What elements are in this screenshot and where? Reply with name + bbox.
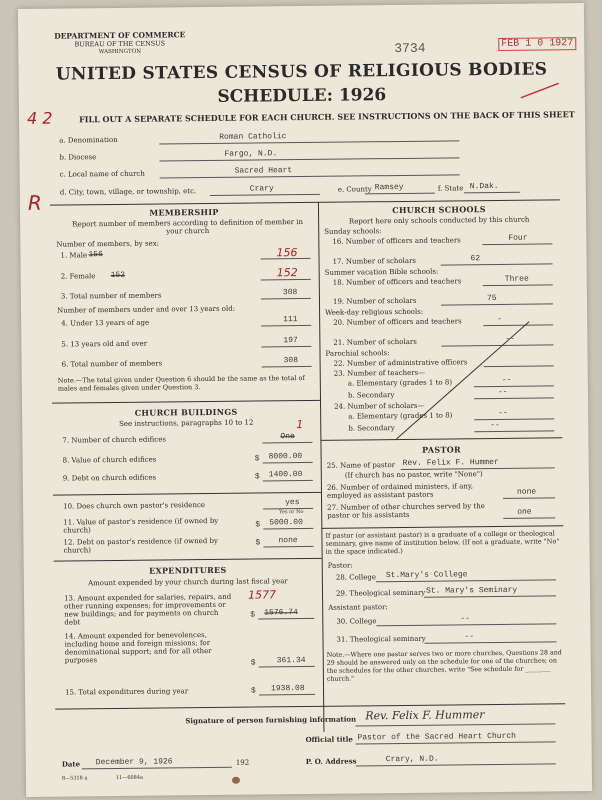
summer-label: Summer vacation Bible schools: <box>324 267 439 277</box>
q19-value: 75 <box>486 293 497 304</box>
q15-value: 1938.08 <box>270 684 305 694</box>
q5-value: 197 <box>283 336 298 346</box>
q9-label: 9. Debt on church edifices <box>62 473 157 483</box>
q14-dollar: $ <box>250 658 256 668</box>
schools-sub: Report here only schools conducted by this church <box>348 215 530 226</box>
q22-label: 22. Number of administrative officers <box>333 358 468 368</box>
q31-label: 31. Theological seminary <box>336 634 426 644</box>
schedule-title: SCHEDULE: 1926 <box>217 85 387 107</box>
pastor-heading: PASTOR <box>422 444 461 455</box>
q14-label: 14. Amount expended for benevolences, including home and foreign missions; for denominational support; and for all other purposes <box>64 631 212 665</box>
q6-label: 6. Total number of members <box>61 359 163 369</box>
q30-value: -- <box>460 614 470 624</box>
q12-dollar: $ <box>255 538 261 548</box>
q18-label: 18. Number of officers and teachers <box>332 277 462 287</box>
membership-note: Note.—The total given under Question 6 should be the same as the total of males and females given under Question 3. <box>57 374 305 393</box>
q7-label: 7. Number of church edifices <box>62 435 166 445</box>
strike-line-icon <box>391 320 532 441</box>
official-title-value: Pastor of the Sacred Heart Church <box>357 731 517 743</box>
q23a-value: -- <box>501 375 512 385</box>
q13-label: 13. Amount expended for salaries, repairs, and other running expenses; for improvements or new buildings; and for payments on church debt <box>64 592 232 627</box>
q31-value: -- <box>464 632 475 642</box>
city-value: Crary <box>249 184 274 194</box>
received-stamp: FEB 1 0 1927 <box>498 37 576 51</box>
weekday-label: Week-day religious schools: <box>325 307 424 317</box>
q1-label: 1. Male <box>60 251 88 260</box>
q23b-value: -- <box>497 387 508 397</box>
q26-label: 26. Number of ordained ministers, if any, employed as assistant pastors <box>326 482 474 500</box>
margin-mark: 4 2 <box>26 108 53 128</box>
q12-label: 12. Debt on pastor's residence (if owned by church) <box>63 536 218 555</box>
q16-value: Four <box>508 233 528 243</box>
signature-label: Signature of person furnishing information <box>185 714 357 726</box>
q1-value: 156 <box>276 246 298 260</box>
sunday-label: Sunday schools: <box>324 227 382 236</box>
q13-dollar: $ <box>250 610 256 620</box>
q17-value: 62 <box>470 254 481 264</box>
q21-label: 21. Number of scholars <box>333 337 417 347</box>
q1-crossed: 156 <box>88 250 103 260</box>
q18-value: Three <box>504 274 529 284</box>
q13-value: 1576.74 <box>264 608 298 618</box>
q23a-label: a. Elementary (grades 1 to 8) <box>347 378 453 388</box>
q29-value: St. Mary's Seminary <box>425 585 518 596</box>
expenditures-heading: EXPENDITURES <box>148 564 227 576</box>
q9-value: 1400.00 <box>268 470 303 480</box>
q23b-label: b. Secondary <box>347 391 395 400</box>
q20-label: 20. Number of officers and teachers <box>333 317 462 327</box>
ink-blot <box>232 777 240 784</box>
county-label: e. County <box>337 185 372 194</box>
state-value: N.Dak. <box>469 181 499 192</box>
q3-value: 308 <box>282 288 298 298</box>
diocese-label: b. Diocese <box>59 153 97 162</box>
q24-label: 24. Number of scholars— <box>334 401 425 411</box>
signature-value: Rev. Felix F. Hummer <box>365 708 485 723</box>
q10-label: 10. Does church own pastor's residence <box>63 501 206 511</box>
q7-value: One <box>280 432 295 442</box>
membership-intro: Report number of members according to definition of member in your church <box>72 218 304 236</box>
schools-heading: CHURCH SCHOOLS <box>392 204 486 216</box>
q26-value: none <box>516 487 537 497</box>
department-heading <box>54 31 185 56</box>
q12-value: none <box>278 536 298 546</box>
parochial-label: Parochial schools: <box>325 349 390 358</box>
q2-label: 2. Female <box>60 272 96 281</box>
diocese-value: Fargo, N.D. <box>224 149 278 159</box>
q7-hand: 1 <box>296 418 304 432</box>
q3-label: 3. Total number of members <box>60 291 162 301</box>
asst-label: Assistant pastor: <box>328 603 388 612</box>
po-address-label: P. O. Address <box>305 756 357 767</box>
official-title-label: Official title <box>305 734 353 745</box>
po-address-value: Crary, N.D. <box>385 754 439 765</box>
instruction-line: FILL OUT A SEPARATE SCHEDULE FOR EACH CHURCH. SEE INSTRUCTIONS ON THE BACK OF THIS SHEET <box>78 109 575 125</box>
q23-label: 23. Number of teachers— <box>333 368 426 378</box>
q21-value: -- <box>505 334 516 344</box>
serial-number: 3734 <box>394 40 426 57</box>
q14-value: 361.34 <box>276 656 306 666</box>
q24a-label: a. Elementary (grades 1 to 8) <box>348 411 453 421</box>
form-number: 8—5318 a <box>61 775 88 782</box>
pastor-label: Pastor: <box>327 561 353 570</box>
membership-heading: MEMBERSHIP <box>149 206 219 218</box>
q11-dollar: $ <box>255 520 261 530</box>
q27-label: 27. Number of other churches served by the pastor or his assistants <box>327 502 485 520</box>
q4-label: 4. Under 13 years of age <box>61 318 150 328</box>
q9-dollar: $ <box>254 472 260 482</box>
denomination-label: a. Denomination <box>59 135 118 145</box>
q15-label: 15. Total expenditures during year <box>65 687 189 697</box>
form-number-2: 11—6084a <box>115 774 144 782</box>
age-label: Number of members under and over 13 years old: <box>57 304 236 315</box>
denomination-value: Roman Catholic <box>219 132 287 142</box>
yes-no-caption: Yes or No <box>279 509 304 516</box>
by-sex-label: Number of members, by sex: <box>56 239 160 249</box>
r-mark: R <box>27 190 42 215</box>
q2-value: 152 <box>276 266 298 280</box>
q25-value: Rev. Felix F. Hummer <box>402 457 499 468</box>
q25-label: 25. Name of pastor <box>326 461 396 470</box>
q10-value: yes <box>285 498 300 508</box>
q16-label: 16. Number of officers and teachers <box>332 236 461 246</box>
buildings-sub: See instructions, paragraphs 10 to 12 <box>119 418 254 428</box>
census-form <box>18 3 592 797</box>
form-title: UNITED STATES CENSUS OF RELIGIOUS BODIES <box>55 59 548 85</box>
q24a-value: -- <box>498 408 508 418</box>
q20-value: - <box>497 314 503 324</box>
q17-label: 17. Number of scholars <box>332 256 417 266</box>
q29-label: 29. Theological seminary <box>335 588 426 598</box>
q8-label: 8. Value of church edifices <box>62 455 157 465</box>
q28-value: St.Mary's College <box>385 570 468 581</box>
q8-value: 8000.00 <box>268 452 303 462</box>
year-suffix: 192 <box>235 758 250 767</box>
bureau-name: BUREAU OF THE CENSUS <box>74 39 166 49</box>
county-value: Ramsey <box>374 182 404 193</box>
q15-dollar: $ <box>250 686 256 696</box>
q24b-label: b. Secondary <box>348 424 395 433</box>
q11-label: 11. Value of pastor's residence (if owned by church) <box>63 516 219 535</box>
pastor-note: Note.—Where one pastor serves two or more churches, Questions 28 and 29 should be answered only on the schedule for one of the churches; on the schedules for the other churches, write "See schedule for ________ church." <box>326 649 562 683</box>
date-value: December 9, 1926 <box>95 757 173 768</box>
local-name-label: c. Local name of church <box>59 169 145 179</box>
q30-label: 30. College <box>336 617 377 626</box>
q6-value: 308 <box>283 356 299 366</box>
q25-note: (If church has no pastor, write "None") <box>344 470 483 480</box>
buildings-heading: CHURCH BUILDINGS <box>134 406 238 418</box>
q4-value: 111 <box>283 315 298 325</box>
q27-value: one <box>517 507 532 517</box>
q19-label: 19. Number of scholars <box>332 296 417 306</box>
q24b-value: -- <box>490 420 500 431</box>
city-label: d. City, town, village, or township, etc. <box>59 187 197 197</box>
dept-name: DEPARTMENT OF COMMERCE <box>54 30 186 41</box>
state-label: f. State <box>437 184 464 193</box>
city-name: WASHINGTON <box>98 48 142 56</box>
q13-hand: 1577 <box>247 588 277 602</box>
q5-label: 5. 13 years old and over <box>61 339 148 349</box>
local-name-value: Sacred Heart <box>234 166 293 176</box>
expenditures-sub: Amount expended by your church during last fiscal year <box>88 577 288 588</box>
q28-label: 28. College <box>335 573 377 582</box>
q2-crossed: 152 <box>110 270 126 281</box>
date-label: Date <box>61 759 81 769</box>
graduate-note: If pastor (or assistant pastor) is a graduate of a college or theological seminary, give name of institution below. (If not a graduate, write "No" in the space indicated.) <box>325 529 560 556</box>
q8-dollar: $ <box>254 454 260 464</box>
q11-value: 5000.00 <box>269 518 303 528</box>
